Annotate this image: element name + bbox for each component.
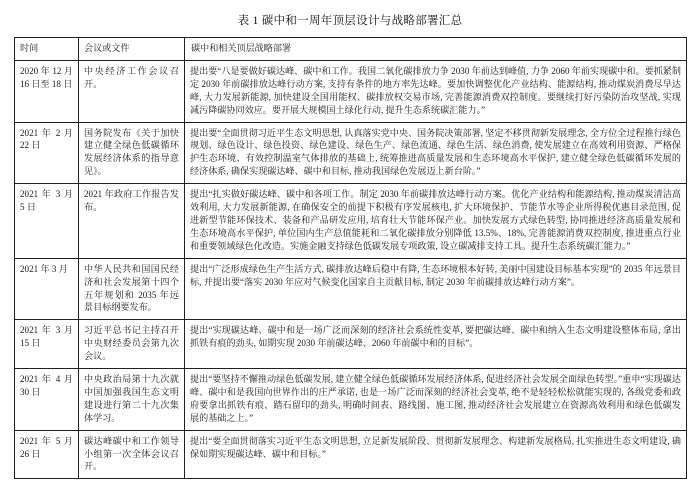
cell-strategy: 提出要“八是要做好碳达峰、碳中和工作。我国二氧化碳排放力争 2030 年前达到峰值, 力争 2060 年前实现碳中和。要抓紧制定 2030 年前碳排放达峰行动方案, 支持有条件的地方率先达峰。要加快调整优化产业结构、能源结构, 推动煤炭消费尽早达峰, 大力发展新能源, 加快建设全国用能权、碳排放权交易市场, 完善能源消费双控制度。要继续打好污染防治攻坚战, 实现减污降碳协同效应。要开展大规模国土绿化行动, 提升生态系统碳汇能力。” [185, 60, 687, 122]
table-row [15, 184, 687, 259]
column-header-strategy: 碳中和相关顶层战略部署 [185, 38, 687, 61]
cell-strategy: 提出“实现碳达峰、碳中和是一场广泛而深刻的经济社会系统性变革, 要把碳达峰、碳中和纳入生态文明建设整体布局, 拿出抓铁有痕的劲头, 如期实现 2030 年前碳达峰、2060 年前碳中和的目标”。 [185, 320, 687, 369]
table-row [15, 60, 687, 122]
cell-document: 中华人民共和国国民经济和社会发展第十四个五年规划和 2035 年远景目标纲要发布。 [79, 258, 185, 320]
table-row [15, 258, 687, 320]
column-header-document: 会议或文件 [79, 38, 185, 61]
cell-strategy: 提出“要坚持不懈推动绿色低碳发展, 建立健全绿色低碳循环发展经济体系, 促进经济社会发展全面绿色转型。”重申“实现碳达峰、碳中和是我国向世界作出的庄严承诺, 也是一场广泛而深刻的经济社会变革, 绝不是轻轻松松就能实现的, 各级党委和政府要拿出抓铁有痕、踏石留印的劲头, 明确时间表、路线图、施工图, 推动经济社会发展建立在资源高效利用和绿色低碳发展的基础之上。” [185, 369, 687, 431]
column-header-time: 时间 [15, 38, 79, 61]
cell-time: 2021 年 3 月 [15, 258, 79, 320]
cell-strategy: 提出要“全面贯彻习近平生态文明思想, 认真落实党中央、国务院决策部署, 坚定不移贯彻新发展理念, 全方位全过程推行绿色规划、绿色设计、绿色投资、绿色建设、绿色生产、绿色流通、绿色生活、绿色消费, 使发展建立在高效利用资源、严格保护生态环境、有效控制温室气体排放的基础上, 统筹推进高质量发展和生态环境高水平保护, 建立健全绿色低碳循环发展的经济体系, 确保实现碳达峰、碳中和目标, 推动我国绿色发展迈上新台阶。” [185, 122, 687, 184]
cell-strategy: 提出“扎实做好碳达峰、碳中和各项工作。制定 2030 年前碳排放达峰行动方案。优化产业结构和能源结构, 推动煤炭清洁高效利用, 大力发展新能源, 在确保安全的前提下积极有序发展核电, 扩大环境保护、节能节水等企业所得税优惠目录范围, 促进新型节能环保技术、装备和产品研发应用, 培育壮大节能环保产业。加快发展方式绿色转型, 协同推进经济高质量发展和生态环境高水平保护, 单位国内生产总值能耗和二氧化碳排放分别降低 13.5%、18%, 完善能源消费双控制度, 推进重点行业和重要领域绿色化改造。实施金融支持绿色低碳发展专项政策, 设立碳减排支持工具。提升生态系统碳汇能力。” [185, 184, 687, 259]
cell-document: 中央经济工作会议召开。 [79, 60, 185, 122]
summary-table [14, 37, 687, 479]
table-header-row [15, 38, 687, 61]
cell-time: 2020 年 12 月 16 日至 18 日 [15, 60, 79, 122]
cell-document: 习近平总书记主持召开中央财经委员会第九次会议。 [79, 320, 185, 369]
table-row [15, 430, 687, 479]
cell-time: 2021 年 4 月 30 日 [15, 369, 79, 431]
cell-time: 2021 年 3 月 15 日 [15, 320, 79, 369]
cell-time: 2021 年 3 月 5 日 [15, 184, 79, 259]
page-title: 表 1 碳中和一周年顶层设计与战略部署汇总 [237, 15, 463, 27]
table-row [15, 122, 687, 184]
cell-document: 国务院发布《关于加快建立健全绿色低碳循环发展经济体系的指导意见》。 [79, 122, 185, 184]
cell-strategy: 提出“广泛形成绿色生产生活方式, 碳排放达峰后稳中有降, 生态环境根本好转, 美丽中国建设目标基本实现”的 2035 年远景目标, 并提出要“落实 2030 年应对气候变化国家自主贡献目标, 制定 2030 年前碳排放达峰行动方案”。 [185, 258, 687, 320]
cell-document: 中央政治局第十九次就中国加强我国生态文明建设进行第二十九次集体学习。 [79, 369, 185, 431]
cell-document: 碳达峰碳中和工作领导小组第一次全体会议召开。 [79, 430, 185, 479]
cell-time: 2021 年 5 月 26 日 [15, 430, 79, 479]
cell-document: 2021 年政府工作报告发布。 [79, 184, 185, 259]
cell-time: 2021 年 2 月 22 日 [15, 122, 79, 184]
cell-strategy: 提出“要全面贯彻落实习近平生态文明思想, 立足新发展阶段、贯彻新发展理念、构建新发展格局, 扎实推进生态文明建设, 确保如期实现碳达峰、碳中和目标。” [185, 430, 687, 479]
table-row [15, 320, 687, 369]
table-row [15, 369, 687, 431]
